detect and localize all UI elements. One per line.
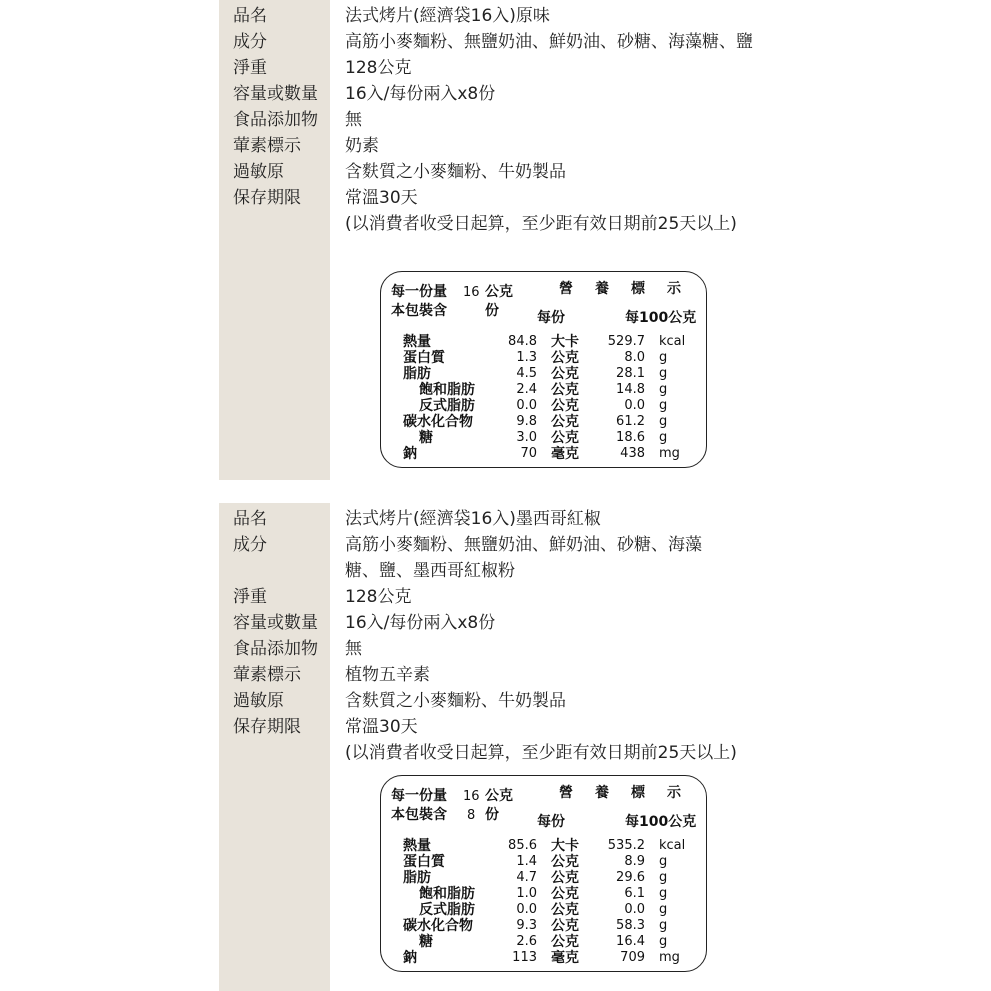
nutrient-unit-100g: g (659, 918, 668, 933)
info-label: 葷素標示 (233, 665, 301, 685)
nutrient-per-100g: 535.2 (607, 838, 645, 853)
nutrient-per-100g: 0.0 (624, 398, 645, 413)
nutrient-name: 碳水化合物 (403, 414, 473, 430)
info-label: 過敏原 (233, 691, 284, 711)
info-value: (以消費者收受日起算，至少距有效日期前25天以上) (345, 743, 737, 763)
info-label: 食品添加物 (233, 639, 318, 659)
nutrition-table-1 (380, 271, 707, 468)
nutrient-per-serving: 9.3 (516, 918, 537, 933)
nutrient-unit-100g: kcal (659, 838, 686, 853)
nutrient-name: 蛋白質 (403, 854, 445, 870)
nutrient-per-serving: 84.8 (508, 334, 537, 349)
nutrient-per-serving: 1.4 (516, 854, 537, 869)
info-value: 16入/每份兩入x8份 (345, 84, 496, 104)
nutrient-unit: 公克 (551, 350, 579, 366)
nutrient-unit: 大卡 (551, 838, 579, 854)
nutrient-per-serving: 2.6 (516, 934, 537, 949)
nutrient-unit-100g: kcal (659, 334, 686, 349)
nutrient-per-100g: 58.3 (616, 918, 645, 933)
label-column-background-2 (219, 503, 330, 991)
nutrient-unit-100g: g (659, 366, 668, 381)
info-value: 糖、鹽、墨西哥紅椒粉 (345, 561, 515, 581)
nutrient-per-100g: 8.9 (624, 854, 645, 869)
info-value: 無 (345, 639, 362, 659)
servings-label: 本包裝含 (391, 303, 447, 319)
nutrient-per-100g: 14.8 (616, 382, 645, 397)
nutrient-unit-100g: g (659, 902, 668, 917)
info-label: 過敏原 (233, 162, 284, 182)
nutrient-unit: 公克 (551, 934, 579, 950)
info-value: 128公克 (345, 58, 412, 78)
nutrient-unit: 公克 (551, 398, 579, 414)
nutrient-unit-100g: g (659, 854, 668, 869)
info-label: 食品添加物 (233, 110, 318, 130)
info-value: 128公克 (345, 587, 412, 607)
info-label: 容量或數量 (233, 613, 318, 633)
nutrient-per-serving: 4.5 (516, 366, 537, 381)
info-value: (以消費者收受日起算，至少距有效日期前25天以上) (345, 214, 737, 234)
nutrient-unit-100g: g (659, 414, 668, 429)
nutrient-unit-100g: mg (659, 950, 680, 965)
nutrient-unit: 毫克 (551, 446, 579, 462)
nutrient-per-100g: 709 (620, 950, 645, 965)
nutrient-per-100g: 16.4 (616, 934, 645, 949)
serving-size-label: 每一份量 (391, 284, 447, 300)
servings-unit: 份 (485, 807, 499, 823)
nutrient-per-100g: 8.0 (624, 350, 645, 365)
nutrient-name: 蛋白質 (403, 350, 445, 366)
nutrient-unit-100g: g (659, 350, 668, 365)
nutrient-per-serving: 0.0 (516, 902, 537, 917)
servings-label: 本包裝含 (391, 807, 447, 823)
nutrient-name: 熱量 (403, 838, 431, 854)
nutrient-unit: 公克 (551, 886, 579, 902)
nutrient-name: 碳水化合物 (403, 918, 473, 934)
info-label: 成分 (233, 32, 267, 52)
nutrient-unit: 公克 (551, 414, 579, 430)
nutrient-name: 反式脂肪 (419, 398, 475, 414)
nutrient-unit: 公克 (551, 918, 579, 934)
info-value: 16入/每份兩入x8份 (345, 613, 496, 633)
info-value: 含麩質之小麥麵粉、牛奶製品 (345, 162, 566, 182)
nutrient-name: 熱量 (403, 334, 431, 350)
nutrient-unit-100g: g (659, 382, 668, 397)
nutrient-per-serving: 4.7 (516, 870, 537, 885)
nutrient-unit: 公克 (551, 870, 579, 886)
per-serving-header: 每份 (537, 310, 565, 326)
per-serving-header: 每份 (537, 814, 565, 830)
nutrient-per-100g: 529.7 (607, 334, 645, 349)
nutrient-per-serving: 70 (520, 446, 537, 461)
nutrient-name: 鈉 (403, 446, 417, 462)
nutrient-name: 飽和脂肪 (419, 382, 475, 398)
servings-value: 8 (467, 808, 476, 823)
nutrient-unit: 毫克 (551, 950, 579, 966)
nutrient-per-100g: 29.6 (616, 870, 645, 885)
serving-size-unit: 公克 (485, 284, 513, 300)
nutrient-name: 飽和脂肪 (419, 886, 475, 902)
nutrient-per-serving: 3.0 (516, 430, 537, 445)
nutrient-per-100g: 0.0 (624, 902, 645, 917)
nutrient-name: 反式脂肪 (419, 902, 475, 918)
nutrient-per-serving: 9.8 (516, 414, 537, 429)
nutrient-name: 脂肪 (403, 366, 431, 382)
info-value: 高筋小麥麵粉、無鹽奶油、鮮奶油、砂糖、海藻 (345, 535, 702, 555)
info-label: 容量或數量 (233, 84, 318, 104)
info-value: 高筋小麥麵粉、無鹽奶油、鮮奶油、砂糖、海藻糖、鹽 (345, 32, 753, 52)
nutrition-title: 營養標示 (559, 281, 703, 297)
info-label: 淨重 (233, 58, 267, 78)
info-label: 保存期限 (233, 188, 301, 208)
nutrition-table-2 (380, 775, 707, 972)
serving-size-unit: 公克 (485, 788, 513, 804)
nutrient-unit: 大卡 (551, 334, 579, 350)
nutrient-per-100g: 28.1 (616, 366, 645, 381)
nutrient-per-serving: 1.0 (516, 886, 537, 901)
nutrient-name: 糖 (419, 934, 433, 950)
info-label: 品名 (233, 6, 267, 26)
info-label: 淨重 (233, 587, 267, 607)
per-100g-header: 每100公克 (625, 814, 697, 830)
nutrient-per-serving: 85.6 (508, 838, 537, 853)
info-label: 保存期限 (233, 717, 301, 737)
info-value: 奶素 (345, 136, 379, 156)
nutrient-per-serving: 113 (512, 950, 537, 965)
info-value: 植物五辛素 (345, 665, 430, 685)
serving-size-label: 每一份量 (391, 788, 447, 804)
nutrient-per-serving: 2.4 (516, 382, 537, 397)
info-value: 法式烤片(經濟袋16入)原味 (345, 6, 550, 26)
nutrient-unit: 公克 (551, 902, 579, 918)
serving-size-value: 16 (463, 285, 480, 300)
nutrient-per-100g: 18.6 (616, 430, 645, 445)
nutrient-unit-100g: g (659, 934, 668, 949)
info-label: 成分 (233, 535, 267, 555)
nutrient-unit-100g: g (659, 430, 668, 445)
nutrition-title: 營養標示 (559, 785, 703, 801)
servings-unit: 份 (485, 303, 499, 319)
nutrient-name: 鈉 (403, 950, 417, 966)
nutrient-per-100g: 6.1 (624, 886, 645, 901)
info-label: 葷素標示 (233, 136, 301, 156)
nutrient-unit-100g: g (659, 886, 668, 901)
nutrient-per-serving: 1.3 (516, 350, 537, 365)
info-value: 法式烤片(經濟袋16入)墨西哥紅椒 (345, 509, 601, 529)
per-100g-header: 每100公克 (625, 310, 697, 326)
serving-size-value: 16 (463, 789, 480, 804)
info-value: 含麩質之小麥麵粉、牛奶製品 (345, 691, 566, 711)
info-value: 常溫30天 (345, 188, 418, 208)
info-label: 品名 (233, 509, 267, 529)
nutrient-unit: 公克 (551, 854, 579, 870)
nutrient-per-100g: 438 (620, 446, 645, 461)
nutrient-unit: 公克 (551, 382, 579, 398)
nutrient-name: 脂肪 (403, 870, 431, 886)
nutrient-name: 糖 (419, 430, 433, 446)
info-value: 常溫30天 (345, 717, 418, 737)
nutrient-unit: 公克 (551, 366, 579, 382)
nutrient-unit-100g: g (659, 870, 668, 885)
info-value: 無 (345, 110, 362, 130)
nutrient-unit-100g: g (659, 398, 668, 413)
nutrient-unit-100g: mg (659, 446, 680, 461)
nutrient-per-100g: 61.2 (616, 414, 645, 429)
nutrient-unit: 公克 (551, 430, 579, 446)
nutrient-per-serving: 0.0 (516, 398, 537, 413)
